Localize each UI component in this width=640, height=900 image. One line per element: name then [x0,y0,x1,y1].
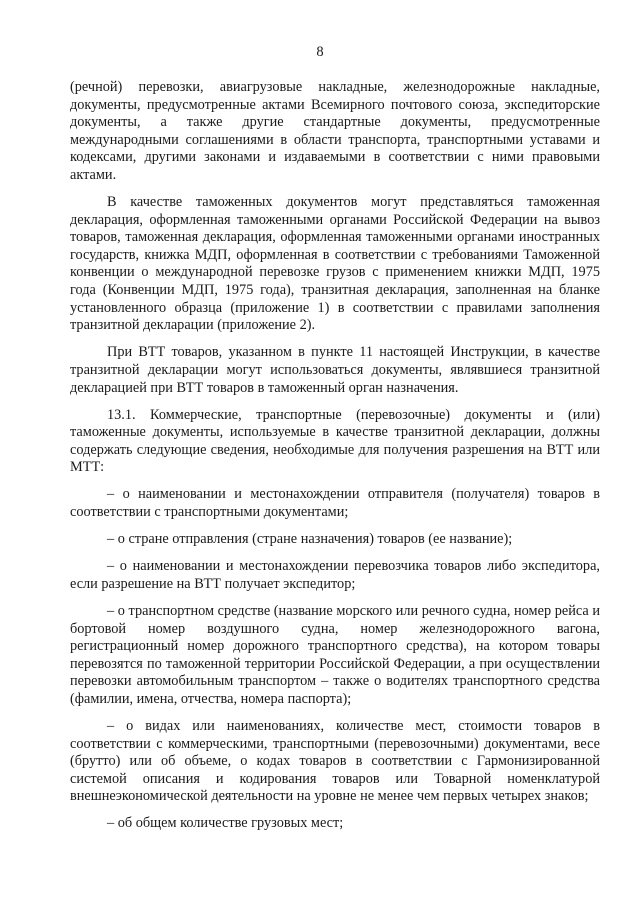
list-item-packages: – об общем количестве грузовых мест; [107,815,344,832]
list-item-country: – о стране отправления (стране назначения) товаров (ее название); [107,531,513,548]
paragraph-13-1: 13.1. Коммерческие, транспортные (перевозочные) документы и (или) таможенные документы, используемые в качестве транзитной декларации, должны содержать следующие сведения, необходимые для получения разрешения на ВТТ или МТТ: [70,406,600,476]
page-number: 8 [316,44,324,60]
list-item-vehicle: – о транспортном средстве (название морского или речного судна, номер рейса и бортовой номер воздушного судна, номер железнодорожного вагона, регистрационный номер дорожного транспортного средства), на котором товары перевозятся по таможенной территории Российской Федерации, а при осуществлении перевозки автомобильным транспортом – также о водителях транспортного средства (фамилии, имена, отчества, номера паспорта); [70,602,600,707]
list-item-goods: – о видах или наименованиях, количестве мест, стоимости товаров в соответствии с коммерческими, транспортными (перевозочными) документами, весе (брутто) или об объеме, о кодах товаров в соответствии с Гармонизированной системой описания и кодирования товаров или Товарной номенклатурой внешнеэкономической деятельности на уровне не менее чем первых четырех знаков; [70,718,600,805]
document-body [70,79,600,833]
paragraph-continuation: (речной) перевозки, авиагрузовые накладные, железнодорожные накладные, документы, предусмотренные актами Всемирного почтового союза, экспедиторские документы, а также другие стандартные документы, предусмотренные международными соглашениями в области транспорта, транспортными уставами и кодексами, другими законами и издаваемыми в соответствии с ними правовыми актами. [70,79,600,183]
list-item-sender: – о наименовании и местонахождении отправителя (получателя) товаров в соответствии с транспортными документами; [70,486,600,521]
list-item-carrier: – о наименовании и местонахождении перевозчика товаров либо экспедитора, если разрешение на ВТТ получает экспедитор; [70,558,600,592]
paragraph-transit-declaration: При ВТТ товаров, указанном в пункте 11 настоящей Инструкции, в качестве транзитной декларации могут использоваться документы, являвшиеся транзитной декларацией при ВТТ товаров в таможенный орган назначения. [70,344,600,396]
paragraph-customs-documents: В качестве таможенных документов могут представляться таможенная декларация, оформленная таможенными органами Российской Федерации на вывоз товаров, таможенная декларация, оформленная таможенными органами иностранных государств, книжка МДП, оформленная в соответствии с требованиями Таможенной конвенции о международной перевозке грузов с применением книжки МДП, 1975 года (Конвенции МДП, 1975 года), транзитная декларация, заполненная на бланке установленного образца (приложение 1) в соответствии с правилами заполнения транзитной декларации (приложение 2). [70,194,600,334]
